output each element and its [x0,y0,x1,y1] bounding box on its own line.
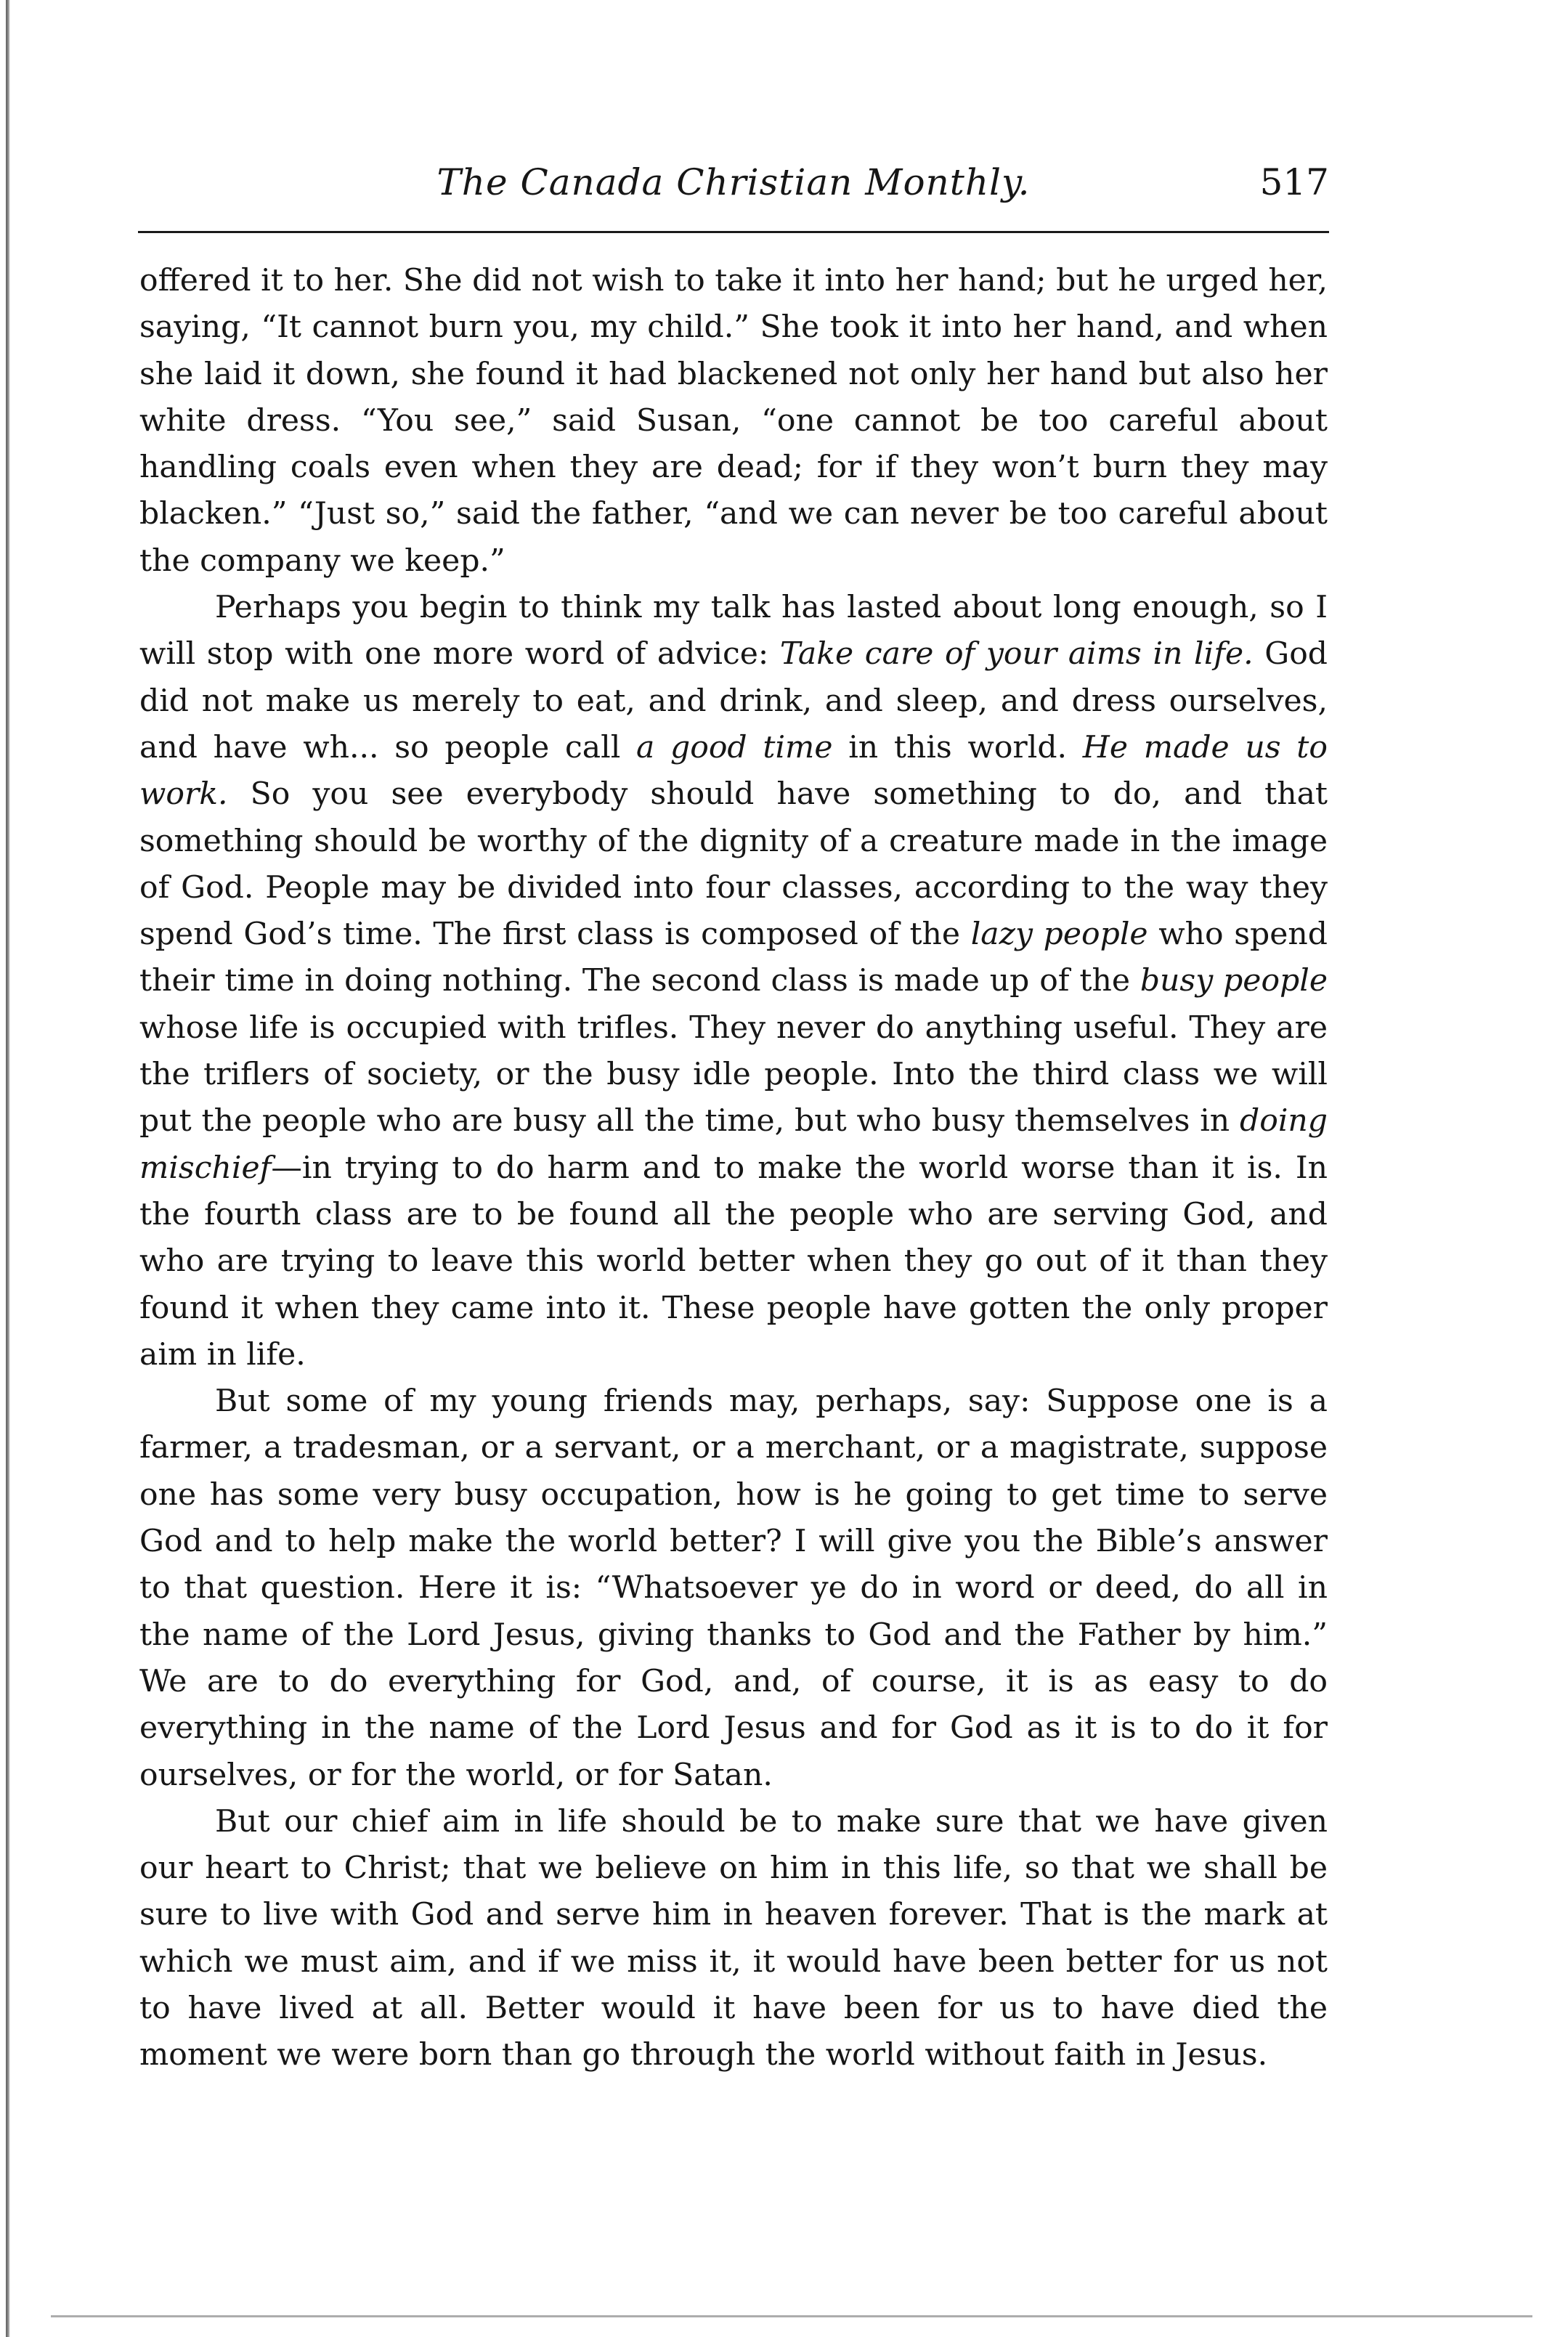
article-body [139,258,1328,2079]
italic-text-run: Take care of your aims in life. [779,636,1254,672]
page-bottom-edge [51,2315,1532,2317]
paragraph-1 [139,258,1328,585]
paragraph-4 [139,1799,1328,2079]
text-run: But some of my young friends may, perhaps, say: Suppose one is a farmer, a tradesman, or a servant, or a merchant, or a magistrate, suppose one has some very busy occupation, how is he going to get time to serve God and to help make the world better? I will give you the Bible’s answer to that question. Here it is: “Whatsoever ye do in word or deed, do all in the name of the Lord Jesus, giving thanks to God and the Father by him.” We are to do everything for God, and, of course, it is as easy to do everything in the name of the Lord Jesus and for God as it is to do it for ourselves, or for the world, or for Satan. [139,1383,1328,1793]
italic-text-run: lazy people [970,916,1148,953]
text-run: who spend their time in doing nothing. The second class is made up of the [139,916,1328,999]
text-run: in this world. [832,729,1083,765]
text-run: But our chief aim in life should be to make sure that we have given our heart to Christ; that we believe on him in this life, so that we shall be sure to live with God and serve him in heaven forever. That is the mark at which we must aim, and if we miss it, it would have been better for us not to have lived at all. Better would it have been for us to have died the moment we were born than go through the world without faith in Jesus. [139,1803,1328,2073]
italic-text-run: doing mischief [139,1103,1328,1186]
text-run: whose life is occupied with trifles. They never do anything useful. They are the triflers of society, or the busy idle people. Into the third class we will put the people who are busy all the time, but who busy themselves in [139,1009,1328,1139]
text-run: people call [428,729,636,765]
text-run: Perhaps you begin to think my talk has lasted about long enough, so I will stop with one more word of advice: [139,590,1328,672]
text-run: So you see everybody should have something to do, and that something should be worthy of the dignity of a creature made in the image of God. People may be divided into four classes, according to the way they spend God’s time. The first class is composed of the [139,776,1328,953]
running-header [138,151,1329,216]
text-run: —in trying to do harm and to make the world worse than it is. In the fourth class are to be found all the people who are serving God, and who are trying to leave this world better when they go out of it than they found it when they came into it. These people have gotten the only proper aim in life. [139,1150,1328,1373]
journal-title: The Canada Christian Monthly. [436,161,1031,203]
italic-text-run: He made us to work. [139,729,1328,813]
text-run: offered it to her. She did not wish to take it into her hand; but he urged her, saying, “It cannot burn you, my child.” She took it into her hand, and when she laid it down, she found it had blackened not only her hand but also her white dress. “You see,” said Susan, “one cannot be too careful about handling coals even when they are dead; for if they won’t burn they may blacken.” “Just so,” said the father, “and we can never be too careful about the company we keep.” [139,263,1328,579]
italic-text-run: busy people [1140,963,1328,999]
text-run: God did not make us merely to eat, and drink, and sleep, and dress ourselves, and have wh... so [139,636,1328,765]
page-binding-edge [6,0,10,2337]
page-number: 517 [1259,161,1329,203]
paragraph-3 [139,1378,1328,1799]
header-rule [138,231,1329,233]
italic-text-run: a good time [636,729,833,765]
paragraph-2 [139,585,1328,1378]
